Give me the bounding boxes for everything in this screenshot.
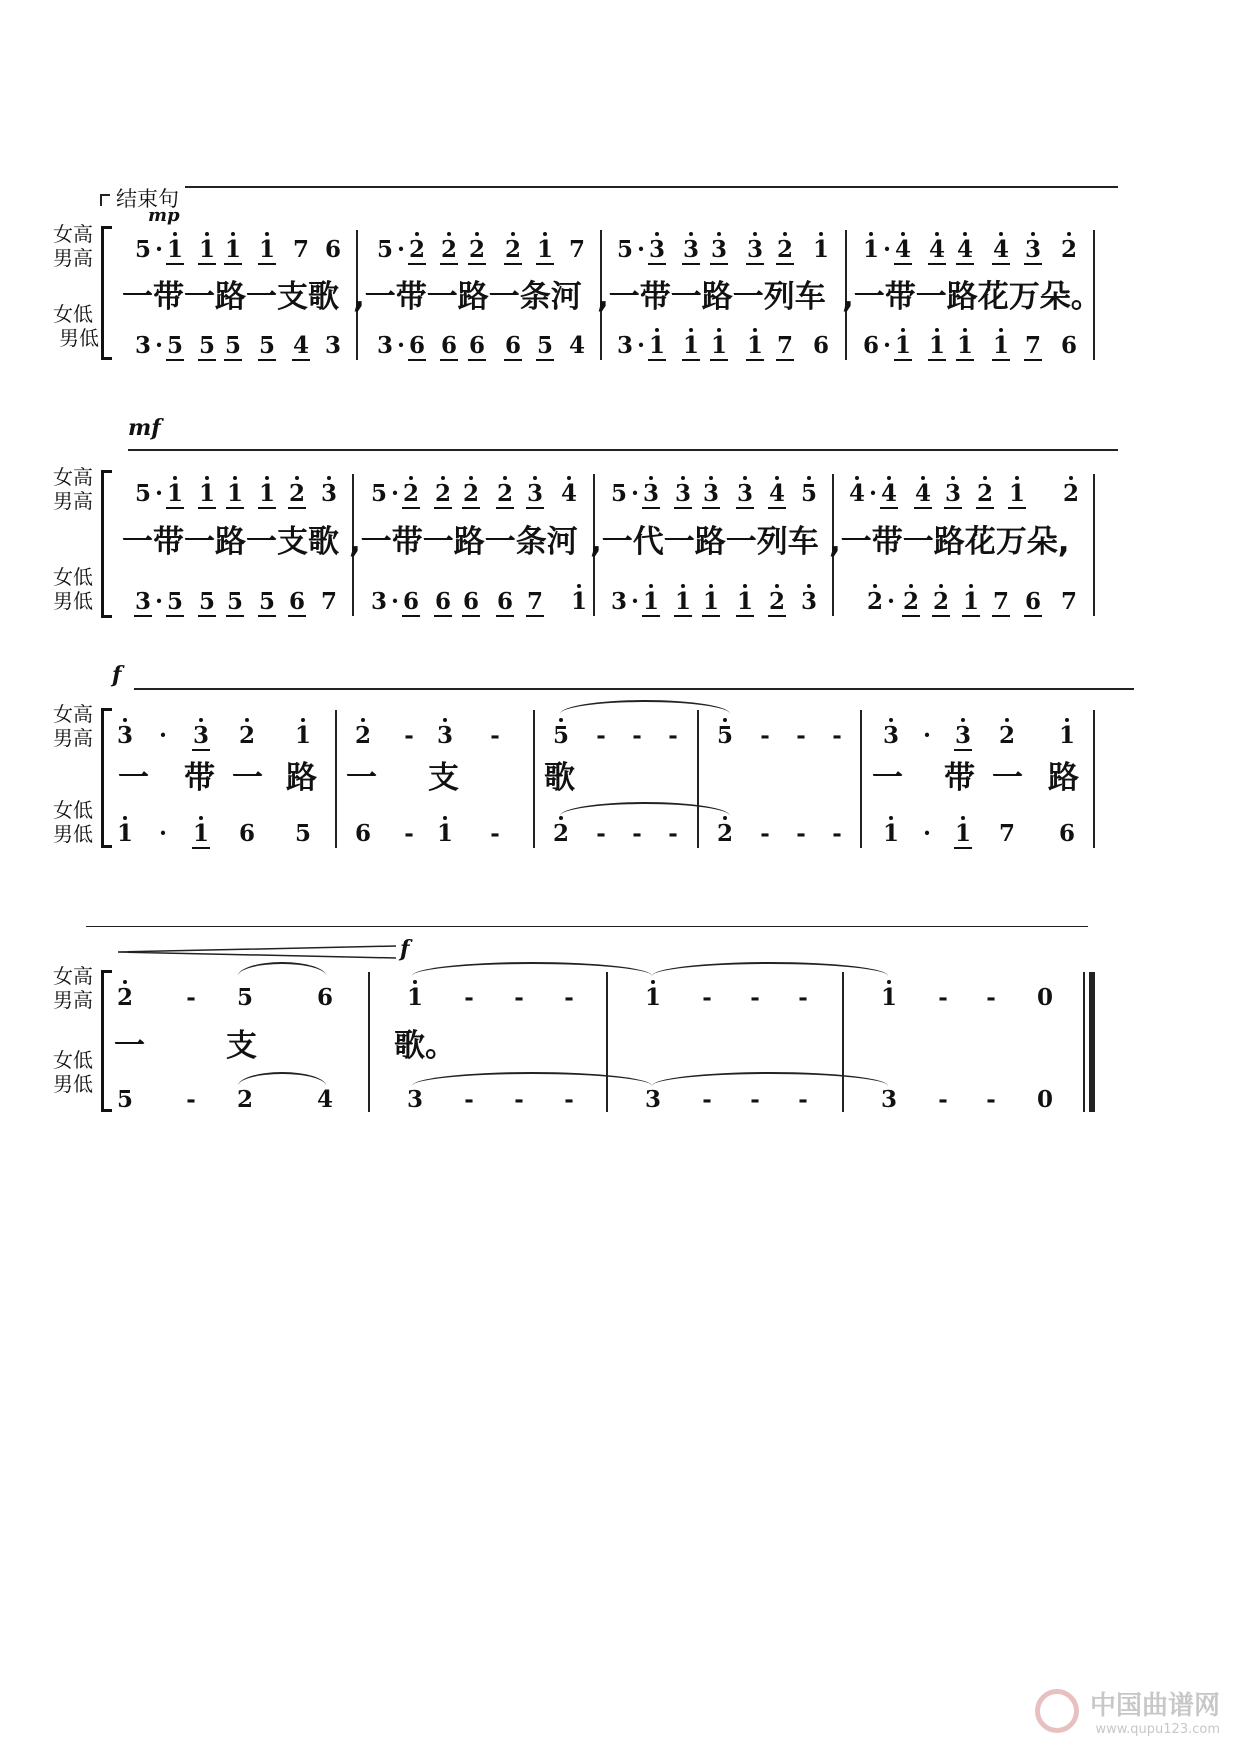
note: 6: [468, 332, 485, 359]
note: 3: [680, 236, 702, 263]
note: 4: [292, 332, 309, 359]
note: 1: [952, 820, 974, 847]
note: 4: [926, 236, 948, 263]
note: 1: [196, 480, 218, 507]
note: 5: [226, 588, 243, 615]
note: 2: [864, 588, 886, 615]
note: 4: [954, 236, 976, 263]
part-label-lower: 女低 男低: [53, 798, 93, 846]
note: 2: [930, 588, 952, 615]
note: -: [514, 984, 524, 1011]
dynamic-mf: mf: [128, 415, 161, 441]
note: -: [668, 722, 678, 749]
note: ·: [882, 236, 891, 263]
section-line: [185, 186, 1118, 188]
note: 3: [646, 236, 668, 263]
part-label-upper: 女高 男高: [53, 702, 93, 750]
note: ·: [882, 332, 891, 359]
lyric: 一: [232, 760, 263, 796]
note: -: [986, 984, 996, 1011]
note: 2: [236, 722, 258, 749]
note: 6: [462, 588, 479, 615]
note: ·: [636, 236, 645, 263]
lower-notes-row-4: [0, 1082, 1240, 1122]
note: 6: [496, 588, 513, 615]
note: 3: [376, 332, 393, 359]
note: 3: [942, 480, 964, 507]
note: -: [514, 1086, 524, 1113]
note: 7: [1060, 588, 1077, 615]
note: -: [832, 820, 842, 847]
note: 2: [286, 480, 308, 507]
note: 6: [1024, 588, 1041, 615]
note: 4: [878, 480, 900, 507]
lyric: ,一带一路一列车: [597, 279, 826, 315]
note: 6: [440, 332, 457, 359]
note: ·: [154, 236, 163, 263]
watermark: [1035, 1685, 1220, 1737]
note: 6: [316, 984, 333, 1011]
note: ·: [390, 588, 399, 615]
lyric: 路: [286, 760, 317, 796]
note: 3: [190, 722, 212, 749]
note: -: [564, 984, 574, 1011]
lyric: 带: [944, 760, 975, 796]
note: 1: [672, 588, 694, 615]
lyric: ,一带一路一条河: [349, 524, 578, 560]
note: 1: [878, 984, 900, 1011]
note: ·: [158, 820, 167, 847]
lyric: ,一带一路花万朵,: [829, 524, 1070, 560]
part-label-upper: 女高 男高: [53, 222, 93, 270]
note: 5: [166, 332, 183, 359]
note: 5: [294, 820, 311, 847]
tie-lower: [560, 802, 730, 816]
note: 2: [466, 236, 488, 263]
note: 2: [352, 722, 374, 749]
note: -: [796, 820, 806, 847]
dynamic-f: f: [112, 662, 122, 688]
note: 6: [402, 588, 419, 615]
note: 3: [952, 722, 974, 749]
note: 4: [316, 1086, 333, 1113]
note: 4: [990, 236, 1012, 263]
system-line: [128, 449, 1118, 451]
lyric: 一: [872, 760, 903, 796]
dynamic-mp: mp: [148, 205, 180, 226]
watermark-brand: 中国曲谱网: [1089, 1691, 1220, 1721]
note: 1: [892, 332, 914, 359]
note: -: [464, 984, 474, 1011]
note: 2: [766, 588, 788, 615]
note: -: [596, 722, 606, 749]
note: -: [832, 722, 842, 749]
note: 1: [222, 236, 244, 263]
note: 2: [432, 480, 454, 507]
lyric: 一: [114, 1028, 145, 1064]
note: 1: [256, 236, 278, 263]
note: ·: [868, 480, 877, 507]
note: 3: [616, 332, 633, 359]
note: 6: [408, 332, 425, 359]
tie-upper: [560, 700, 730, 714]
part-label-lower: 女低 男低: [53, 302, 99, 350]
note: 2: [400, 480, 422, 507]
note: 5: [116, 1086, 133, 1113]
note: 5: [236, 984, 253, 1011]
note: 1: [954, 332, 976, 359]
note: -: [564, 1086, 574, 1113]
note: ·: [630, 480, 639, 507]
note: ·: [922, 820, 931, 847]
note: 3: [734, 480, 756, 507]
lower-notes-row-3: [0, 816, 1240, 856]
note: 6: [288, 588, 305, 615]
note: 1: [642, 984, 664, 1011]
note: ·: [154, 480, 163, 507]
note: ·: [630, 588, 639, 615]
system-line: [86, 926, 1088, 927]
note: 6: [1058, 820, 1075, 847]
note: 4: [558, 480, 580, 507]
note: 5: [610, 480, 627, 507]
system-line: [134, 688, 1134, 690]
note: 5: [714, 722, 736, 749]
note: 3: [134, 588, 151, 615]
note: 5: [166, 588, 183, 615]
note: 5: [134, 236, 151, 263]
note: 1: [926, 332, 948, 359]
tie-upper: [238, 962, 326, 976]
lyric: 一: [992, 760, 1023, 796]
note: 7: [992, 588, 1009, 615]
note: 6: [1060, 332, 1077, 359]
note: 5: [798, 480, 820, 507]
lyric: 支: [428, 760, 459, 796]
note: 2: [502, 236, 524, 263]
lyric: 歌。: [394, 1028, 456, 1064]
note: 2: [438, 236, 460, 263]
note: ·: [154, 332, 163, 359]
note: -: [186, 1086, 196, 1113]
note: 1: [196, 236, 218, 263]
note: 1: [434, 820, 456, 847]
lyric: 路: [1048, 760, 1079, 796]
note: 1: [810, 236, 832, 263]
note: 1: [404, 984, 426, 1011]
note: -: [760, 820, 770, 847]
part-label-lower: 女低 男低: [53, 1048, 93, 1096]
note: 1: [534, 236, 556, 263]
part-label-lower: 女低 男低: [53, 565, 93, 613]
note: 1: [880, 820, 902, 847]
note: ·: [886, 588, 895, 615]
note: 4: [766, 480, 788, 507]
note: 3: [134, 332, 151, 359]
note: -: [798, 984, 808, 1011]
note: 1: [568, 588, 590, 615]
note: -: [668, 820, 678, 847]
note: -: [490, 820, 500, 847]
note: 5: [198, 588, 215, 615]
note: 5: [198, 332, 215, 359]
dynamic-f: f: [400, 936, 410, 962]
note: 7: [1024, 332, 1041, 359]
note: 3: [434, 722, 456, 749]
note: 1: [680, 332, 702, 359]
note: 0: [1036, 984, 1053, 1011]
note: 1: [734, 588, 756, 615]
note: 2: [460, 480, 482, 507]
note: 0: [1036, 1086, 1053, 1113]
note: 1: [1056, 722, 1078, 749]
note: 1: [256, 480, 278, 507]
note: ·: [396, 236, 405, 263]
note: 6: [354, 820, 371, 847]
note: -: [798, 1086, 808, 1113]
lyric: ,一带一路一条河: [353, 279, 582, 315]
note: 6: [324, 236, 341, 263]
note: 2: [1060, 480, 1082, 507]
corner-mark: [100, 194, 110, 206]
note: -: [404, 722, 414, 749]
part-label-upper: 女高 男高: [53, 964, 93, 1012]
note: -: [938, 984, 948, 1011]
note: 5: [550, 722, 572, 749]
note: 7: [568, 236, 585, 263]
note: 6: [862, 332, 879, 359]
note: ·: [636, 332, 645, 359]
note: -: [404, 820, 414, 847]
lyric: 带: [184, 760, 215, 796]
note: 1: [224, 480, 246, 507]
note: 1: [164, 236, 186, 263]
note: 3: [324, 332, 341, 359]
upper-notes-row-3: [0, 718, 1240, 758]
lyric: 歌: [544, 760, 575, 796]
section-label: 结束句: [100, 183, 179, 213]
note: 3: [672, 480, 694, 507]
note: -: [596, 820, 606, 847]
note: 4: [568, 332, 585, 359]
note: -: [186, 984, 196, 1011]
note: -: [490, 722, 500, 749]
lower-notes-row-1: [0, 328, 1240, 368]
lyric: 一: [346, 760, 377, 796]
note: 5: [258, 588, 275, 615]
watermark-logo-icon: [1035, 1689, 1079, 1733]
note: 3: [370, 588, 387, 615]
note: 3: [880, 1086, 897, 1113]
note: 5: [258, 332, 275, 359]
note: 1: [646, 332, 668, 359]
note: 7: [526, 588, 543, 615]
note: 3: [708, 236, 730, 263]
note: 3: [744, 236, 766, 263]
note: ·: [158, 722, 167, 749]
note: 3: [524, 480, 546, 507]
note: 6: [504, 332, 521, 359]
note: 1: [1006, 480, 1028, 507]
note: 1: [990, 332, 1012, 359]
note: 4: [892, 236, 914, 263]
upper-notes-row-1: [0, 232, 1240, 272]
note: 3: [700, 480, 722, 507]
note: 1: [708, 332, 730, 359]
note: -: [760, 722, 770, 749]
lyric: 一带一路一支歌: [122, 524, 339, 560]
note: 2: [974, 480, 996, 507]
note: -: [702, 984, 712, 1011]
note: -: [750, 1086, 760, 1113]
note: 4: [912, 480, 934, 507]
lyric: ,一带一路花万朵。: [842, 279, 1102, 315]
note: ·: [922, 722, 931, 749]
note: 7: [320, 588, 337, 615]
note: 2: [114, 984, 136, 1011]
note: ·: [154, 588, 163, 615]
note: 5: [224, 332, 241, 359]
note: -: [464, 1086, 474, 1113]
note: 1: [190, 820, 212, 847]
note: 3: [644, 1086, 661, 1113]
lower-notes-row-2: [0, 584, 1240, 624]
tie-upper: [652, 962, 888, 976]
note: 2: [900, 588, 922, 615]
note: 2: [996, 722, 1018, 749]
note: -: [750, 984, 760, 1011]
note: 3: [114, 722, 136, 749]
note: 2: [714, 820, 736, 847]
watermark-url: www.qupu123.com: [1095, 1722, 1220, 1737]
tie-upper: [412, 962, 652, 976]
note: 2: [236, 1086, 253, 1113]
note: 1: [960, 588, 982, 615]
note: -: [938, 1086, 948, 1113]
note: -: [986, 1086, 996, 1113]
lyric: ,一代一路一列车: [590, 524, 819, 560]
lyric: 支: [226, 1028, 257, 1064]
note: 2: [774, 236, 796, 263]
note: 7: [292, 236, 309, 263]
note: 1: [164, 480, 186, 507]
note: 2: [1058, 236, 1080, 263]
note: 6: [238, 820, 255, 847]
note: 7: [998, 820, 1015, 847]
note: 6: [812, 332, 829, 359]
note: 1: [640, 588, 662, 615]
note: 3: [640, 480, 662, 507]
part-label-upper: 女高 男高: [53, 465, 93, 513]
note: ·: [396, 332, 405, 359]
note: 3: [880, 722, 902, 749]
note: 6: [434, 588, 451, 615]
note: -: [632, 722, 642, 749]
note: 5: [616, 236, 633, 263]
note: 3: [1022, 236, 1044, 263]
note: 1: [860, 236, 882, 263]
note: -: [702, 1086, 712, 1113]
note: 5: [134, 480, 151, 507]
note: 3: [610, 588, 627, 615]
note: 2: [406, 236, 428, 263]
note: 1: [292, 722, 314, 749]
lyric: 一带一路一支歌: [122, 279, 339, 315]
note: 1: [744, 332, 766, 359]
note: 3: [798, 588, 820, 615]
upper-notes-row-4: [0, 980, 1240, 1020]
note: 1: [700, 588, 722, 615]
note: 5: [376, 236, 393, 263]
note: 3: [318, 480, 340, 507]
note: 2: [494, 480, 516, 507]
note: ·: [390, 480, 399, 507]
note: 4: [846, 480, 868, 507]
note: 2: [550, 820, 572, 847]
note: 3: [406, 1086, 423, 1113]
note: -: [796, 722, 806, 749]
note: 5: [370, 480, 387, 507]
lyric: 一: [118, 760, 149, 796]
note: 5: [536, 332, 553, 359]
note: 1: [114, 820, 136, 847]
crescendo-hairpin: [118, 944, 396, 960]
upper-notes-row-2: [0, 476, 1240, 516]
note: 7: [776, 332, 793, 359]
note: -: [632, 820, 642, 847]
